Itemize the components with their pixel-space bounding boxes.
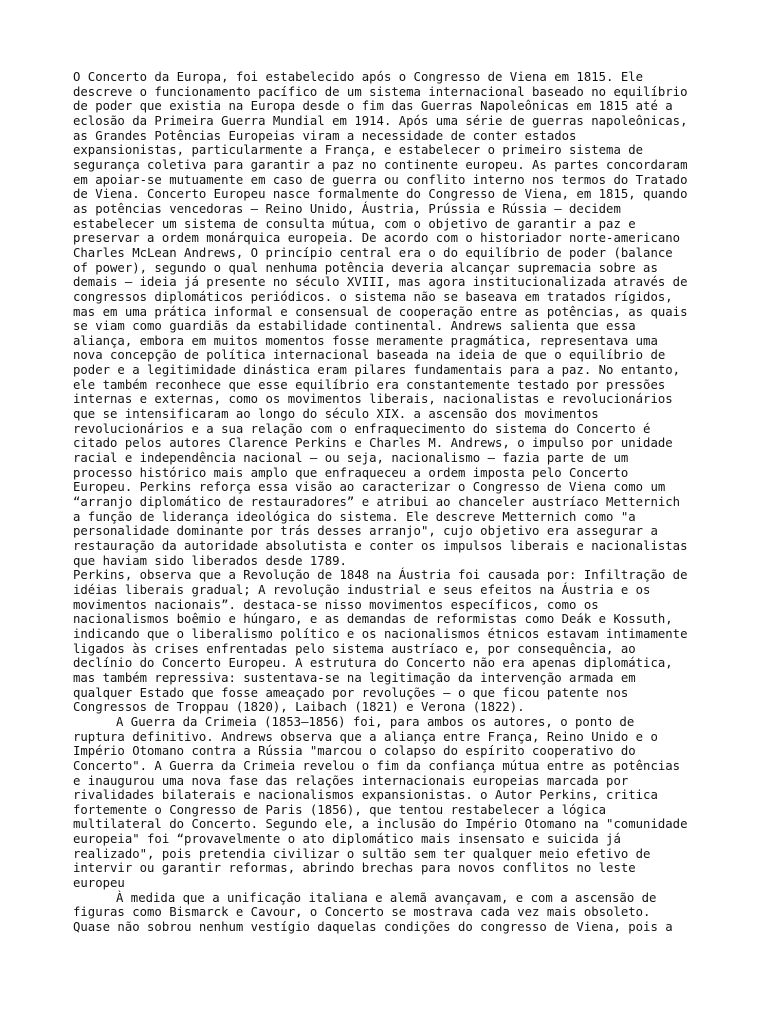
paragraph-revolution-1848: Perkins, observa que a Revolução de 1848 na Áustria foi causada por: Infiltração de idéias liberais gradual; A revolução industrial e seus efeitos na Áustria e os movimentos nacionais”. destaca-se nisso movimentos específicos, como os nacionalismos boêmio e húngaro, e as demandas de reformistas como Deák e Kossuth, indicando que o liberalismo político e os nacionalismos étnicos estavam intimamente ligados às crises enfrentadas pelo sistema austríaco e, por consequência, ao declínio do Concerto Europeu. A estrutura do Concerto não era apenas diplomática, mas também repressiva: sustentava-se na legitimação da intervenção armada em qualquer Estado que fosse ameaçado por revoluções — o que ficou patente nos Congressos de Troppau (1820), Laibach (1821) e Verona (1822). [73, 568, 688, 715]
paragraph-crimean-war: A Guerra da Crimeia (1853–1856) foi, para ambos os autores, o ponto de ruptura definitivo. Andrews observa que a aliança entre França, Reino Unido e o Império Otomano contra a Rússia "marcou o colapso do espírito cooperativo do Concerto". A Guerra da Crimeia revelou o fim da confiança mútua entre as potências e inaugurou uma nova fase das relações internacionais europeias marcada por rivalidades bilaterais e nacionalismos expansionistas. o Autor Perkins, critica fortemente o Congresso de Paris (1856), que tentou restabelecer a lógica multilateral do Concerto. Segundo ele, a inclusão do Império Otomano na "comunidade europeia" foi “provavelmente o ato diplomático mais insensato e suicida já realizado", pois pretendia civilizar o sultão sem ter qualquer meio efetivo de intervir ou garantir reformas, abrindo brechas para novos conflitos no leste europeu [73, 714, 688, 891]
paragraph-unification: À medida que a unificação italiana e alemã avançavam, e com a ascensão de figuras como Bismarck e Cavour, o Concerto se mostrava cada vez mais obsoleto. Quase não sobrou nenhum vestígio daquelas condições do congresso de Viena, pois a [73, 890, 673, 935]
document-page [73, 70, 703, 935]
paragraph-concerto-origins: O Concerto da Europa, foi estabelecido após o Congresso de Viena em 1815. Ele descreve o funcionamento pacífico de um sistema internacional baseado no equilíbrio de poder que existia na Europa desde o fim das Guerras Napoleônicas em 1815 até a eclosão da Primeira Guerra Mundial em 1914. Após uma série de guerras napoleônicas, as Grandes Potências Europeias viram a necessidade de conter estados expansionistas, particularmente a França, e estabelecer o primeiro sistema de segurança coletiva para garantir a paz no continente europeu. As partes concordaram em apoiar-se mutuamente em caso de guerra ou conflito interno nos termos do Tratado de Viena. Concerto Europeu nasce formalmente do Congresso de Viena, em 1815, quando as potências vencedoras — Reino Unido, Áustria, Prússia e Rússia — decidem estabelecer um sistema de consulta mútua, com o objetivo de garantir a paz e preservar a ordem monárquica europeia. De acordo com o historiador norte-americano Charles McLean Andrews, O princípio central era o do equilíbrio de poder (balance of power), segundo o qual nenhuma potência deveria alcançar supremacia sobre as demais — ideia já presente no século XVIII, mas agora institucionalizada através de congressos diplomáticos periódicos. o sistema não se baseava em tratados rígidos, mas em uma prática informal e consensual de cooperação entre as potências, as quais se viam como guardiãs da estabilidade continental. Andrews salienta que essa aliança, embora em muitos momentos fosse meramente pragmática, representava uma nova concepção de política internacional baseada na ideia de que o equilíbrio de poder e a legitimidade dinástica eram pilares fundamentais para a paz. No entanto, ele também reconhece que esse equilíbrio era constantemente testado por pressões internas e externas, como os movimentos liberais, nacionalistas e revolucionários que se intensificaram ao longo do século XIX. a ascensão dos movimentos revolucionários e a sua relação com o enfraquecimento do sistema do Concerto é citado pelos autores Clarence Perkins e Charles M. Andrews, o impulso por unidade racial e independência nacional — ou seja, nacionalismo — fazia parte de um processo histórico mais amplo que enfraqueceu a ordem imposta pelo Concerto Europeu. Perkins reforça essa visão ao caracterizar o Congresso de Viena como um “arranjo diplomático de restauradores” e atribui ao chanceler austríaco Metternich a função de liderança ideológica do sistema. Ele descreve Metternich como "a personalidade dominante por trás desses arranjo", cujo objetivo era assegurar a restauração da autoridade absolutista e conter os impulsos liberais e nacionalistas que haviam sido liberados desde 1789. [73, 70, 688, 568]
